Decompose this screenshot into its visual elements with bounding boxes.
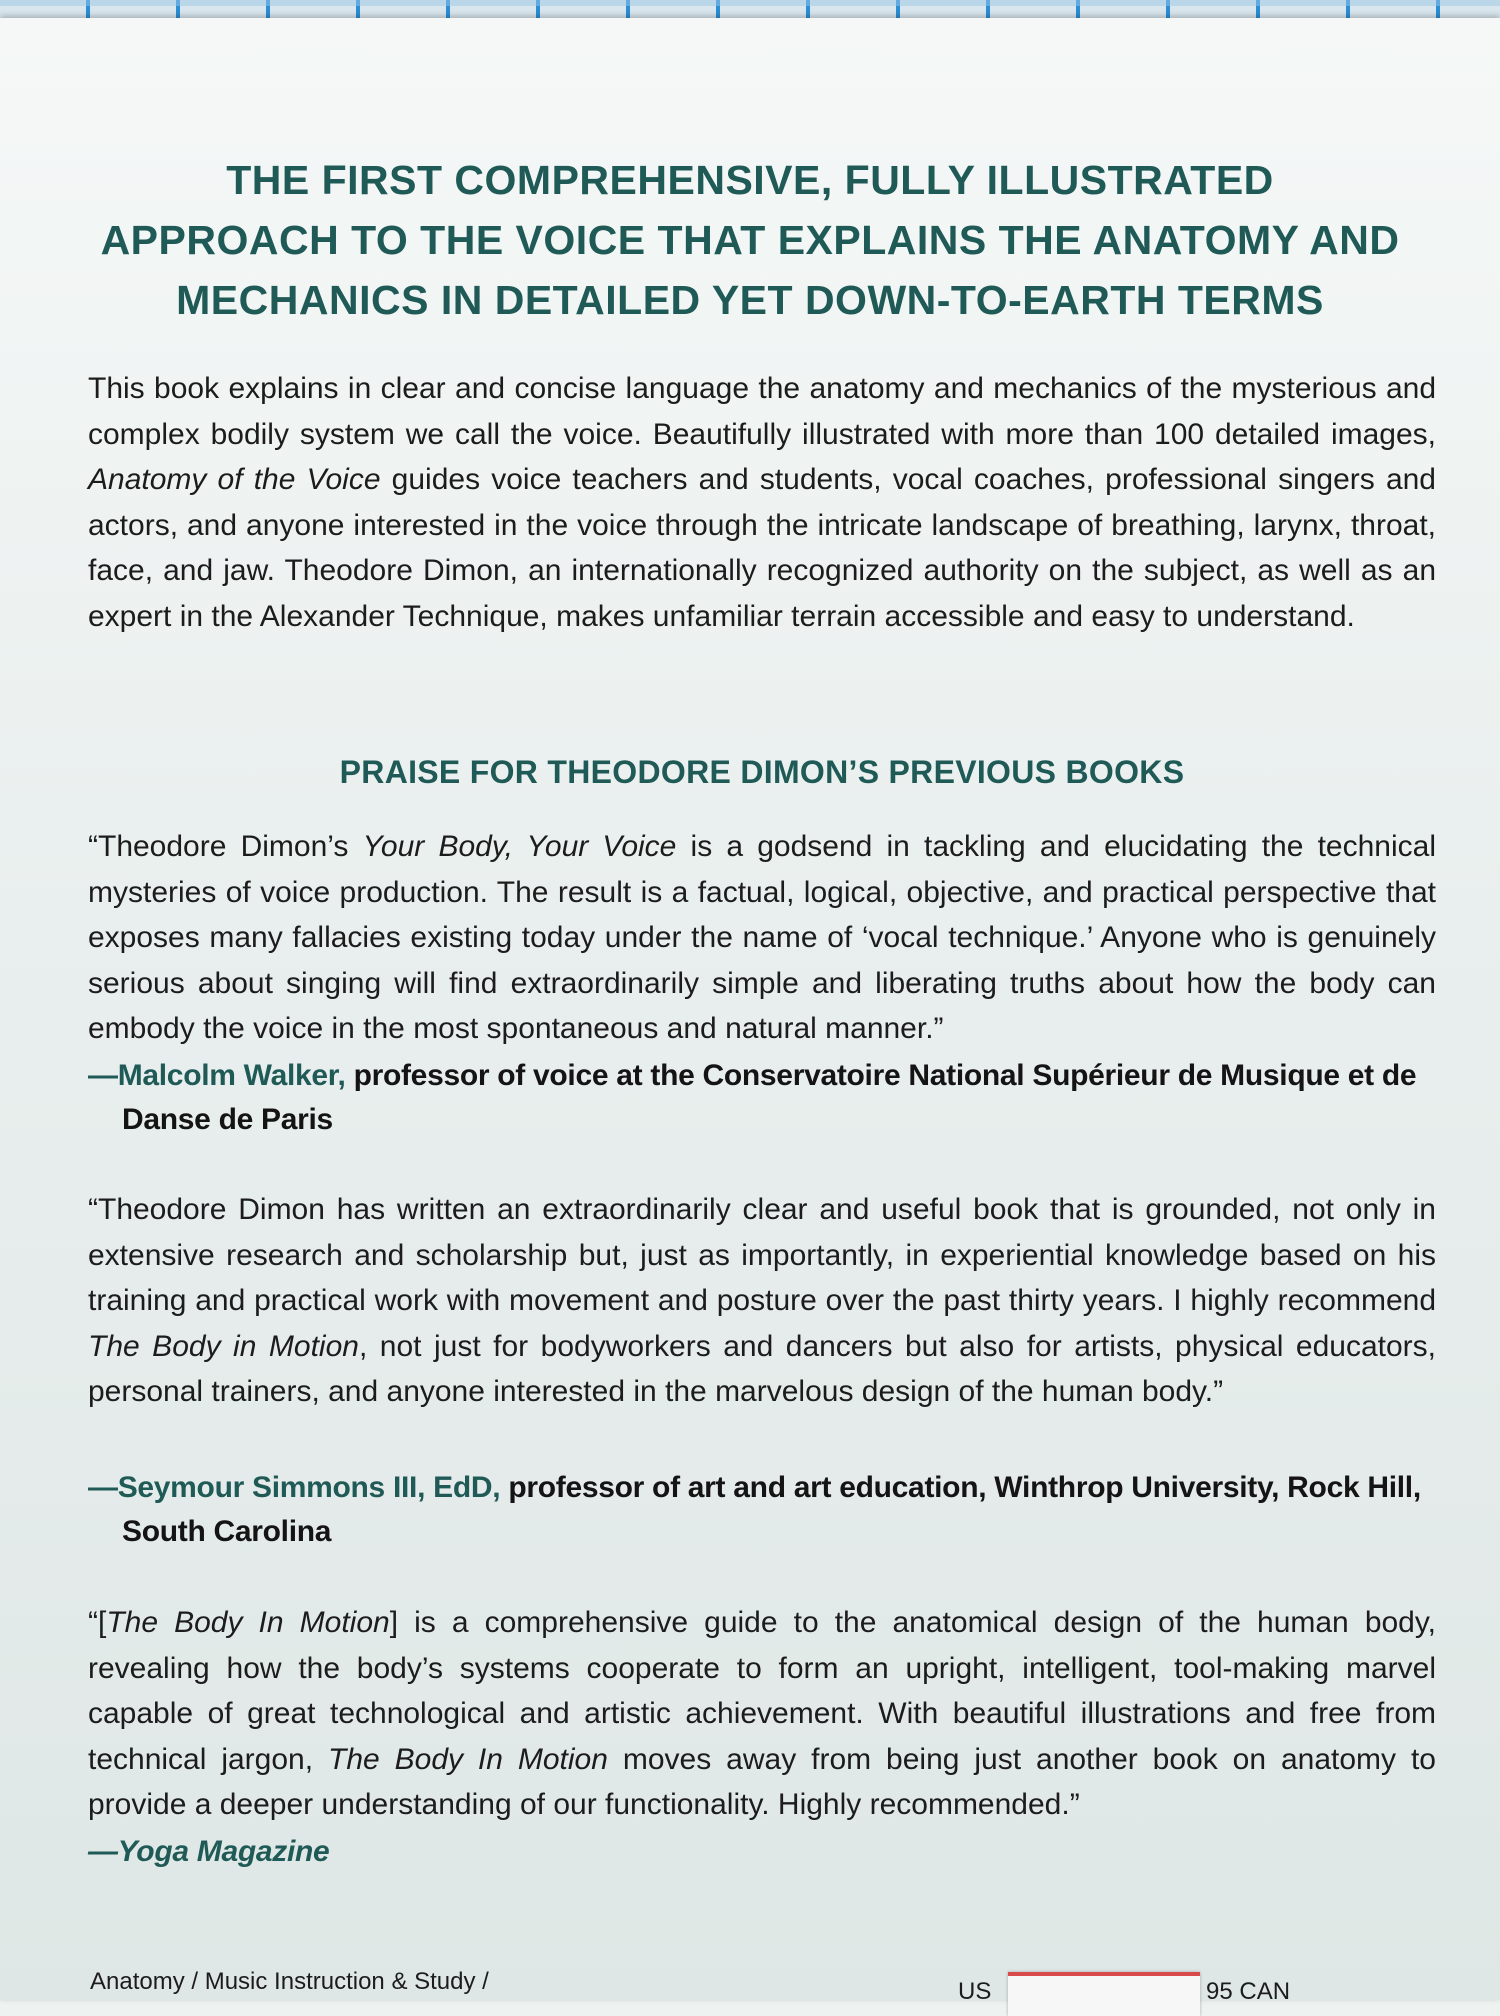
quote-3-book-title: The Body In Motion [106, 1606, 390, 1639]
headline-line-1: THE FIRST COMPREHENSIVE, FULLY ILLUSTRATED [226, 157, 1274, 203]
quote-2-text-start: “Theodore Dimon has written an extraordinarily clear and useful book that is grounded, not only in extensive research and scholarship but, just as importantly, in experiential knowledge based on his training and practical work with movement and posture over the past thirty years. I highly recommend [88, 1193, 1436, 1317]
headline-line-2: APPROACH TO THE VOICE THAT EXPLAINS THE ANATOMY AND [100, 217, 1400, 263]
quote-1-text-start: “Theodore Dimon’s [88, 830, 363, 863]
quote-1-attribution [88, 1054, 1470, 1142]
category-line: Anatomy / Music Instruction & Study / [90, 1968, 489, 1995]
praise-quote-1 [88, 824, 1436, 1052]
price-sticker [1008, 1972, 1200, 2016]
quote-1-author: —Malcolm Walker, [88, 1059, 346, 1092]
quote-3-text-end: moves away from being just another book on anatomy to provide a deeper understanding of our functionality. Highly recommended.” [88, 1742, 1436, 1821]
quote-2-text-end: , not just for bodyworkers and dancers but also for artists, physical educators, personal trainers, and anyone interested in the marvelous design of the human body.” [88, 1329, 1436, 1408]
quote-1-role: professor of voice at the Conservatoire National Supérieur de Musique et de Danse de Paris [122, 1059, 1417, 1136]
background-edge [0, 0, 1500, 6]
quote-2-attribution [88, 1466, 1470, 1554]
quote-3-open: “[ [88, 1606, 107, 1639]
quote-2-role: professor of art and art education, Winthrop University, Rock Hill, South Carolina [122, 1471, 1421, 1548]
quote-3-book-title-2: The Body In Motion [328, 1742, 608, 1776]
headline-line-3: MECHANICS IN DETAILED YET DOWN-TO-EARTH TERMS [176, 277, 1324, 323]
description-text-start: This book explains in clear and concise language the anatomy and mechanics of the mysterious and complex bodily system we call the voice. Beautifully illustrated with more than 100 detailed images, [88, 372, 1436, 451]
quote-1-text-end: is a godsend in tackling and elucidating the technical mysteries of voice production. The result is a factual, logical, objective, and practical perspective that exposes many fallacies existing today under the name of ‘vocal technique.’ Anyone who is genuinely serious about singing will find extraordinarily simple and liberating truths about how the body can embody the voice in the most spontaneous and natural manner.” [88, 830, 1436, 1045]
price-us-label: US [958, 1978, 992, 2005]
price-can-label: 95 CAN [1206, 1978, 1291, 2005]
quote-2-book-title: The Body in Motion [88, 1329, 359, 1363]
praise-heading: PRAISE FOR THEODORE DIMON’S PREVIOUS BOOKS [339, 754, 1185, 790]
praise-quote-2 [88, 1187, 1436, 1415]
headline [80, 150, 1420, 330]
quote-3-text-mid: ] is a comprehensive guide to the anatomical design of the human body, revealing how the body’s systems cooperate to form an upright, intelligent, tool-making marvel capable of great technological and artistic achievement. With beautiful illustrations and free from technical jargon, [88, 1606, 1436, 1776]
description-text-end: guides voice teachers and students, vocal coaches, professional singers and actors, and anyone interested in the voice through the intricate landscape of breathing, larynx, throat, face, and jaw. Theodore Dimon, an internationally recognized authority on the subject, as well as an expert in the Alexander Technique, makes unfamiliar terrain accessible and easy to understand. [88, 463, 1436, 633]
quote-3-attribution [88, 1830, 1470, 1874]
book-description [88, 366, 1436, 639]
quote-3-source: —Yoga Magazine [88, 1835, 330, 1868]
quote-1-book-title: Your Body, Your Voice [362, 830, 677, 863]
praise-quote-3 [88, 1600, 1436, 1828]
description-book-title: Anatomy of the Voice [88, 463, 381, 496]
quote-2-author: —Seymour Simmons III, EdD, [88, 1471, 501, 1504]
